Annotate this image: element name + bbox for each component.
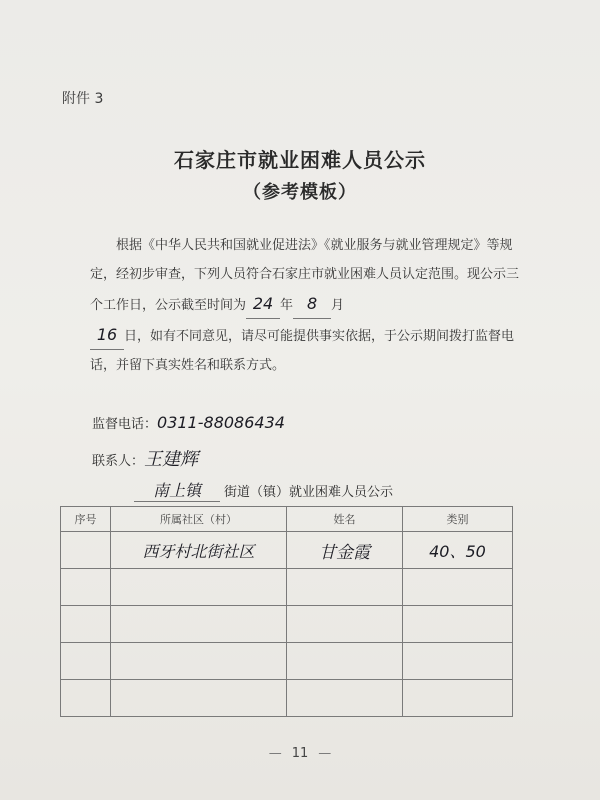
attachment-label: 附件 3 — [62, 91, 104, 107]
table-cell-community — [111, 569, 287, 606]
table-cell-serial — [61, 680, 111, 717]
deadline-month: 8 — [293, 289, 331, 319]
table-row — [61, 643, 513, 680]
table-cell-category: 40、50 — [403, 532, 513, 569]
street-row — [134, 478, 393, 502]
page-number-value: 11 — [291, 746, 309, 761]
table-cell-category — [403, 569, 513, 606]
column-header-name: 姓名 — [287, 507, 403, 532]
supervision-phone-row — [92, 413, 285, 432]
paragraph-text-1: 根据《中华人民共和国就业促进法》《就业服务与就业管理规定》等规定，经初步审查，下列人员符合石家庄市就业困难人员认定范围。现公示三个工作日，公示截至时间为 — [90, 238, 520, 313]
contact-name: 王建辉 — [144, 449, 199, 470]
table-cell-category — [403, 680, 513, 717]
deadline-day: 16 — [90, 320, 124, 350]
table-cell-community: 西牙村北街社区 — [111, 532, 287, 569]
table-cell-name — [287, 606, 403, 643]
table-cell-serial — [61, 569, 111, 606]
table-row — [61, 606, 513, 643]
column-header-category: 类别 — [403, 507, 513, 532]
table-row — [61, 569, 513, 606]
table-cell-name — [287, 680, 403, 717]
year-unit: 年 — [280, 298, 294, 313]
table-cell-community — [111, 643, 287, 680]
table-header-row — [61, 507, 513, 532]
paragraph-text-2: 日，如有不同意见，请尽可能提供事实依据，于公示期间拨打监督电话，并留下真实姓名和联系方式。 — [90, 329, 515, 373]
supervision-phone-label: 监督电话： — [92, 417, 158, 432]
table-cell-name: 甘金霞 — [287, 532, 403, 569]
page-number: — 11 — — [268, 746, 332, 761]
table-cell-serial — [61, 606, 111, 643]
document-title: 石家庄市就业困难人员公示 — [174, 148, 426, 172]
table-cell-name — [287, 643, 403, 680]
document-subtitle: （参考模板） — [243, 182, 357, 203]
contact-row — [92, 445, 198, 471]
month-unit: 月 — [331, 298, 345, 313]
table-cell-name — [287, 569, 403, 606]
street-suffix: 街道（镇）就业困难人员公示 — [224, 485, 394, 500]
announcement-paragraph — [90, 231, 530, 380]
contact-label: 联系人： — [92, 454, 145, 469]
table-cell-category — [403, 643, 513, 680]
street-name: 南上镇 — [134, 478, 220, 502]
table-row — [61, 532, 513, 569]
table-cell-community — [111, 606, 287, 643]
personnel-table — [60, 506, 512, 717]
table-cell-serial — [61, 643, 111, 680]
deadline-year: 24 — [246, 289, 280, 319]
table-row — [61, 680, 513, 717]
table-cell-serial — [61, 532, 111, 569]
column-header-serial: 序号 — [61, 507, 111, 532]
table-cell-category — [403, 606, 513, 643]
column-header-community: 所属社区（村） — [111, 507, 287, 532]
supervision-phone-value: 0311-88086434 — [157, 413, 285, 432]
table-cell-community — [111, 680, 287, 717]
